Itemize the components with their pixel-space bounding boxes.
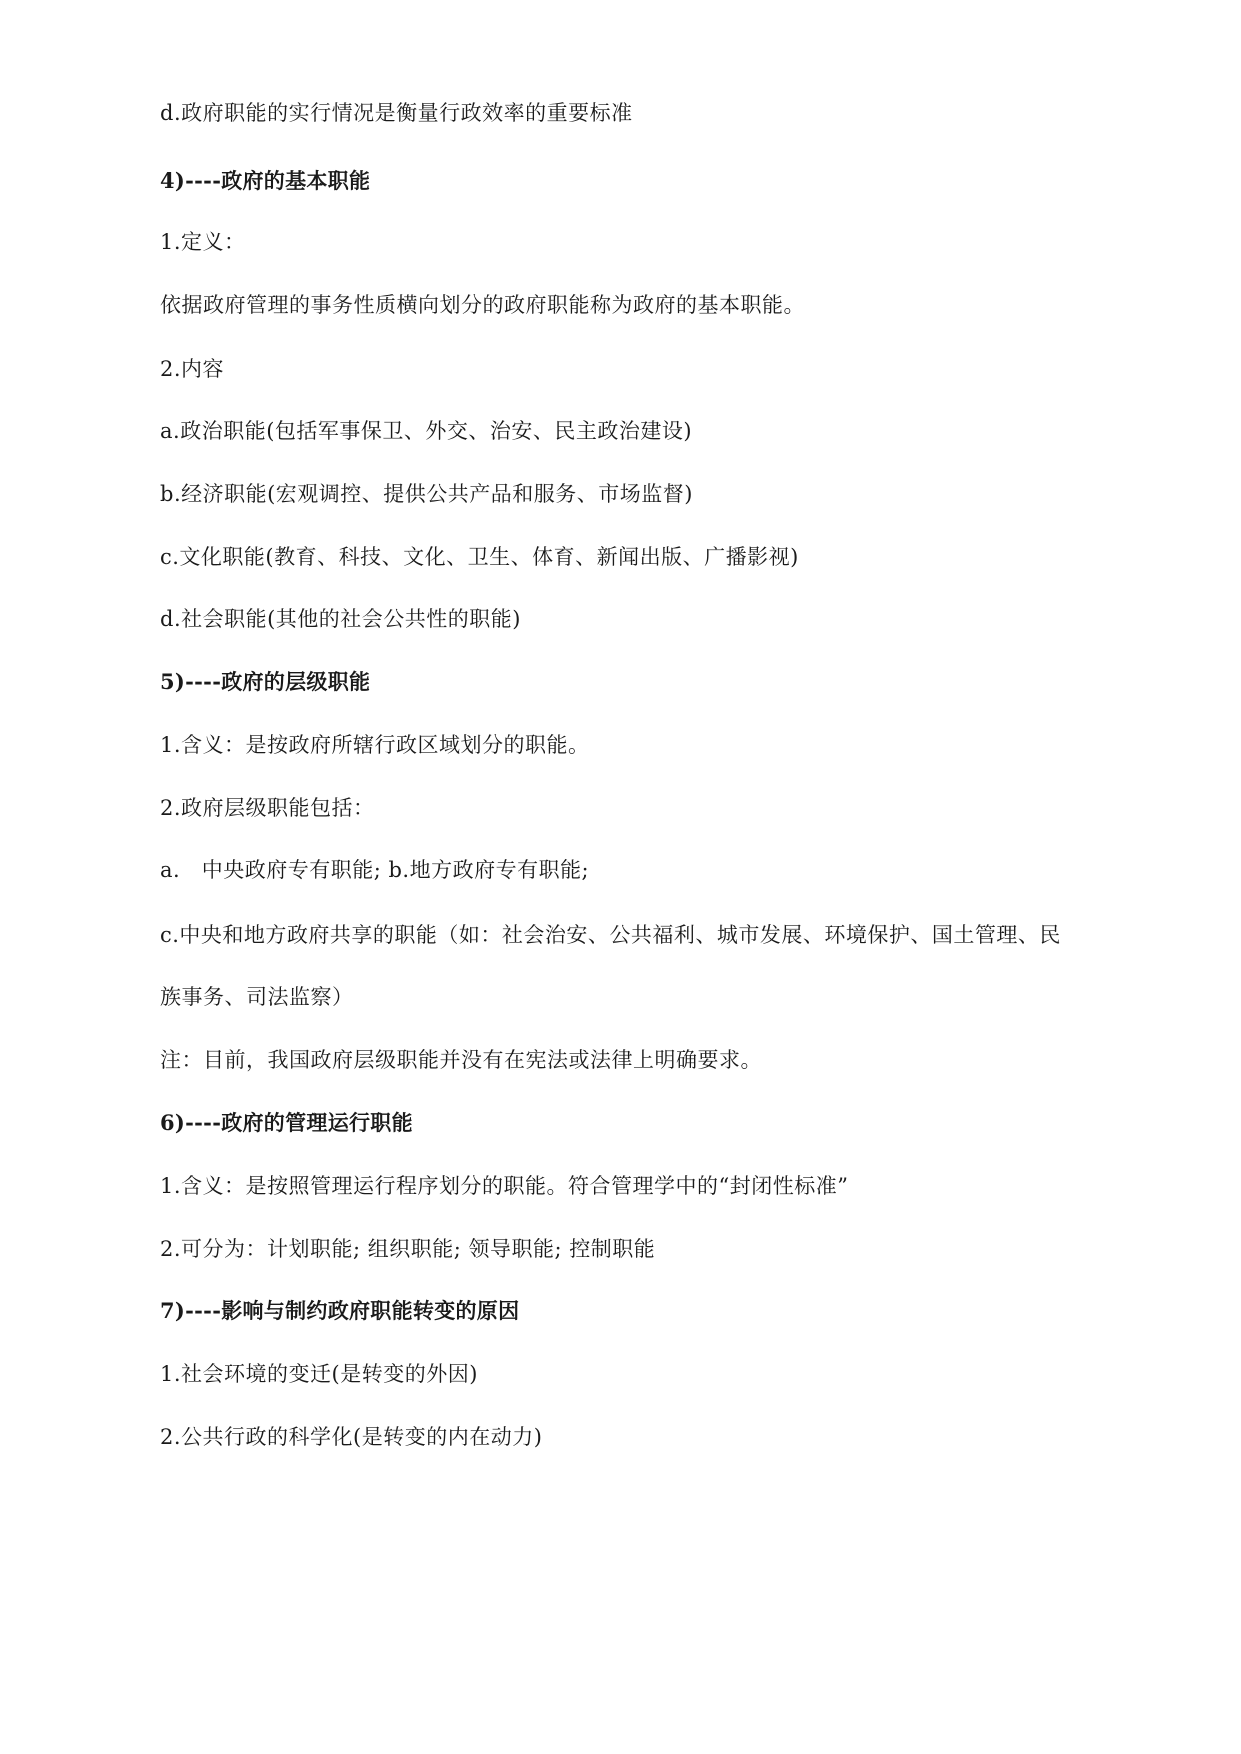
text-line: 2.公共行政的科学化(是转变的内在动力) (160, 1425, 543, 1449)
section-heading: 7)----影响与制约政府职能转变的原因 (160, 1298, 520, 1323)
section-heading: 5)----政府的层级职能 (160, 669, 371, 694)
text-line: 2.内容 (160, 357, 225, 381)
text-line: 1.社会环境的变迁(是转变的外因) (160, 1362, 478, 1386)
text-line: 族事务、司法监察） (160, 985, 354, 1009)
text-line: 依据政府管理的事务性质横向划分的政府职能称为政府的基本职能。 (160, 293, 805, 317)
text-line: b.经济职能(宏观调控、提供公共产品和服务、市场监督) (160, 482, 694, 506)
section-heading: 6)----政府的管理运行职能 (160, 1110, 413, 1135)
text-line: c.中央和地方政府共享的职能（如：社会治安、公共福利、城市发展、环境保护、国土管理、民 (160, 923, 1061, 947)
text-line: 2.可分为：计划职能; 组织职能; 领导职能; 控制职能 (160, 1237, 656, 1261)
text-line: d.社会职能(其他的社会公共性的职能) (160, 607, 522, 631)
text-line: 注：目前，我国政府层级职能并没有在宪法或法律上明确要求。 (160, 1048, 762, 1072)
text-line: 2.政府层级职能包括： (160, 796, 375, 820)
text-line: d.政府职能的实行情况是衡量行政效率的重要标准 (160, 101, 633, 125)
text-line: a.政治职能(包括军事保卫、外交、治安、民主政治建设) (160, 419, 693, 443)
section-heading: 4)----政府的基本职能 (160, 168, 371, 193)
text-line: c.文化职能(教育、科技、文化、卫生、体育、新闻出版、广播影视) (160, 545, 799, 569)
text-line: 1.定义： (160, 230, 246, 254)
text-line: 1.含义：是按政府所辖行政区域划分的职能。 (160, 733, 590, 757)
text-line: 1.含义：是按照管理运行程序划分的职能。符合管理学中的“封闭性标准” (160, 1174, 849, 1198)
text-line: a. 中央政府专有职能; b.地方政府专有职能; (160, 858, 590, 882)
